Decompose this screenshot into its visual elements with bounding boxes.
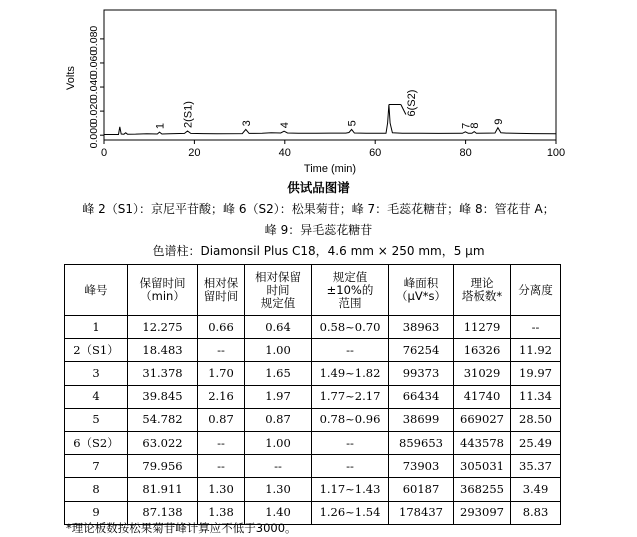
table-cell: 81.911	[128, 478, 198, 501]
table-cell: 4	[65, 385, 128, 408]
peak-data-table	[64, 264, 561, 525]
y-tick-label: 0.000	[88, 122, 100, 149]
table-cell: 79.956	[128, 455, 198, 478]
table-column-header: 峰面积 （μV*s）	[389, 265, 454, 316]
table-cell: 1.77~2.17	[312, 385, 389, 408]
table-cell: 1.30	[198, 478, 245, 501]
peak-identification-line-2: 峰 9：异毛蕊花糖苷	[264, 223, 373, 237]
table-cell: 38963	[389, 316, 454, 339]
table-cell: 35.37	[511, 455, 561, 478]
table-cell: 6（S2）	[65, 431, 128, 454]
table-cell: 0.58~0.70	[312, 316, 389, 339]
column-info: 色谱柱：Diamonsil Plus C18，4.6 mm × 250 mm，5 μm	[152, 244, 485, 258]
table-column-header: 分离度	[511, 265, 561, 316]
table-cell: 0.64	[245, 316, 312, 339]
y-tick-label: 0.020	[88, 97, 100, 125]
x-tick-label: 80	[459, 147, 472, 159]
table-cell: 60187	[389, 478, 454, 501]
table-column-header: 保留时间 （min）	[128, 265, 198, 316]
table-cell: 87.138	[128, 501, 198, 524]
plot-frame	[104, 10, 556, 140]
x-axis-ticks	[101, 140, 565, 159]
table-column-header: 规定值 ±10%的 范围	[312, 265, 389, 316]
table-cell: 99373	[389, 362, 454, 385]
x-tick-label: 40	[278, 147, 291, 159]
table-cell: --	[198, 431, 245, 454]
table-cell: 41740	[454, 385, 511, 408]
table-cell: 11.34	[511, 385, 561, 408]
table-cell: 63.022	[128, 431, 198, 454]
table-cell: 368255	[454, 478, 511, 501]
table-row	[65, 478, 561, 501]
table-cell: 38699	[389, 408, 454, 431]
y-tick-label: 0.040	[88, 73, 100, 101]
table-cell: 31029	[454, 362, 511, 385]
table-cell: 66434	[389, 385, 454, 408]
table-cell: 1.00	[245, 431, 312, 454]
table-cell: 25.49	[511, 431, 561, 454]
table-cell: 859653	[389, 431, 454, 454]
table-row	[65, 316, 561, 339]
chromatogram-trace	[104, 105, 556, 135]
peak-label: 6(S2)	[405, 89, 418, 117]
table-cell: 5	[65, 408, 128, 431]
table-cell: --	[245, 455, 312, 478]
table-cell: 0.78~0.96	[312, 408, 389, 431]
peak-identification-line-1: 峰 2（S1）：京尼平苷酸；峰 6（S2）：松果菊苷；峰 7：毛蕊花糖苷；峰 8：管花苷 A；	[82, 202, 555, 216]
plot-area	[104, 10, 556, 140]
table-footnote: *理论板数按松果菊苷峰计算应不低于3000。	[66, 521, 297, 535]
x-tick-label: 0	[100, 147, 108, 159]
table-column-header: 相对保 留时间	[198, 265, 245, 316]
x-tick-label: 60	[369, 147, 382, 159]
table-cell: 1.65	[245, 362, 312, 385]
x-tick-label: 100	[546, 147, 566, 159]
chromatogram-chart	[0, 0, 637, 178]
table-column-header: 理论 塔板数*	[454, 265, 511, 316]
table-cell: 3.49	[511, 478, 561, 501]
y-axis-ticks	[88, 26, 104, 149]
table-cell: 7	[65, 455, 128, 478]
peak-label: 4	[279, 122, 292, 129]
table-cell: 3	[65, 362, 128, 385]
table-cell: --	[312, 431, 389, 454]
peak-label: 2(S1)	[182, 101, 195, 128]
table-cell: 76254	[389, 339, 454, 362]
table-cell: 1.97	[245, 385, 312, 408]
table-cell: 39.845	[128, 385, 198, 408]
table-column-header: 相对保留 时间 规定值	[245, 265, 312, 316]
table-body	[65, 316, 561, 525]
table-row	[65, 362, 561, 385]
table-cell: 2.16	[198, 385, 245, 408]
table-header-row	[65, 265, 561, 316]
peak-label: 7	[460, 122, 473, 129]
table-cell: 443578	[454, 431, 511, 454]
table-cell: 305031	[454, 455, 511, 478]
table-cell: 1	[65, 316, 128, 339]
table-cell: --	[198, 455, 245, 478]
x-tick-label: 20	[188, 147, 201, 159]
table-cell: 11279	[454, 316, 511, 339]
table-cell: 19.97	[511, 362, 561, 385]
table-cell: 12.275	[128, 316, 198, 339]
table-cell: 8	[65, 478, 128, 501]
table-row	[65, 385, 561, 408]
table-cell: 1.70	[198, 362, 245, 385]
table-cell: 54.782	[128, 408, 198, 431]
peak-label: 5	[346, 120, 359, 127]
y-axis-label: Volts	[65, 66, 77, 90]
table-cell: 1.38	[198, 501, 245, 524]
peak-label: 9	[492, 118, 505, 125]
peak-label: 3	[240, 120, 253, 127]
table-cell: 1.17~1.43	[312, 478, 389, 501]
table-row	[65, 339, 561, 362]
peak-label: 8	[469, 122, 482, 129]
table-cell: 0.66	[198, 316, 245, 339]
table-row	[65, 431, 561, 454]
table-cell: 0.87	[245, 408, 312, 431]
x-axis-label: Time (min)	[303, 163, 357, 175]
y-tick-label: 0.060	[88, 49, 100, 77]
table-row	[65, 455, 561, 478]
table-cell: 1.30	[245, 478, 312, 501]
table-cell: 0.87	[198, 408, 245, 431]
table-cell: 293097	[454, 501, 511, 524]
table-cell: 1.26~1.54	[312, 501, 389, 524]
peak-label: 1	[154, 122, 167, 130]
table-cell: 1.40	[245, 501, 312, 524]
table-cell: 31.378	[128, 362, 198, 385]
table-cell: 16326	[454, 339, 511, 362]
table-cell: 1.49~1.82	[312, 362, 389, 385]
table-cell: 2（S1）	[65, 339, 128, 362]
table-column-header: 峰号	[65, 265, 128, 316]
table-cell: --	[312, 339, 389, 362]
table-cell: --	[312, 455, 389, 478]
table-cell: 73903	[389, 455, 454, 478]
table-cell: 9	[65, 501, 128, 524]
table-cell: 1.00	[245, 339, 312, 362]
table-cell: --	[198, 339, 245, 362]
table-cell: 28.50	[511, 408, 561, 431]
figure-title: 供试品图谱	[287, 180, 350, 195]
table-cell: 18.483	[128, 339, 198, 362]
table-row	[65, 408, 561, 431]
table-cell: 669027	[454, 408, 511, 431]
y-tick-label: 0.080	[88, 25, 100, 53]
table-cell: 8.83	[511, 501, 561, 524]
table-cell: --	[511, 316, 561, 339]
table-cell: 11.92	[511, 339, 561, 362]
table-cell: 178437	[389, 501, 454, 524]
